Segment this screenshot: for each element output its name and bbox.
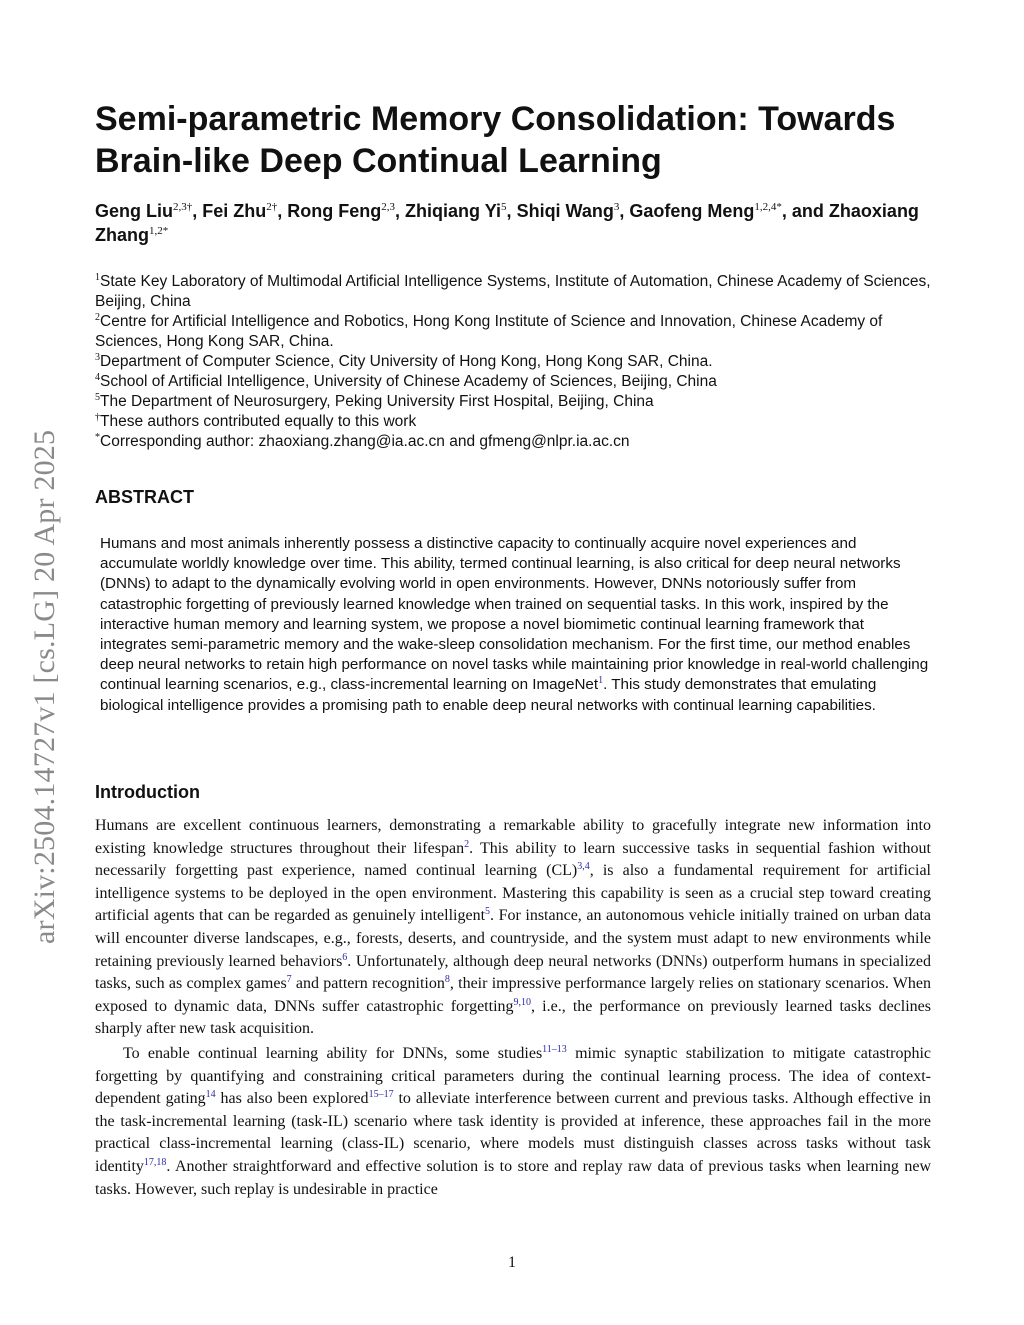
body-text: , i.e., the performance on previously learned tasks declines sharply after new task acquisition. xyxy=(95,997,931,1038)
body-text: . Unfortunately, although deep neural networks (DNNs) outperform humans in specialized tasks, such as complex games xyxy=(95,952,931,993)
body-text: and pattern recognition xyxy=(291,975,445,993)
author-separator: , and xyxy=(781,201,829,221)
author-name: Rong Feng xyxy=(287,201,382,221)
body-text: to alleviate interference between current and previous tasks. Although effective in the task-incremental learning (task-IL) scenario where task identity is provided at inference, these approaches fail in the more practical class-incremental learning (class-IL) scenario, where models must distinguish classes across tasks without task identity xyxy=(95,1090,932,1175)
affiliation-text: State Key Laboratory of Multimodal Artificial Intelligence Systems, Institute of Automation, Chinese Academy of Sciences, Beijing, China xyxy=(95,273,931,310)
affiliation-text: These authors contributed equally to this work xyxy=(100,413,417,430)
author-separator: , xyxy=(619,201,630,221)
citation-link[interactable]: 7 xyxy=(286,974,292,986)
author-name: Gaofeng Meng xyxy=(629,201,755,221)
citation-link[interactable]: 15–17 xyxy=(368,1089,394,1101)
body-text: To enable continual learning ability for DNNs, some studies xyxy=(123,1044,543,1062)
author-affiliation-marker: 1,2,4* xyxy=(754,201,782,213)
citation-link[interactable]: 14 xyxy=(205,1089,216,1101)
author-separator: , xyxy=(192,201,203,221)
author-affiliation-marker: 2,3† xyxy=(173,201,193,213)
author-separator: , xyxy=(395,201,406,221)
citation-link[interactable]: 9,10 xyxy=(513,996,532,1008)
page-number: 1 xyxy=(508,1254,516,1271)
body-text: has also been explored xyxy=(215,1090,369,1108)
title-line-1: Semi-parametric Memory Consolidation: Towards xyxy=(95,100,896,138)
body-text: . For instance, an autonomous vehicle initially trained on urban data will encounter diverse landscapes, e.g., forests, deserts, and countryside, and the system must adapt to new environments while retaining previously learned behaviors xyxy=(95,907,932,970)
affiliation-text: Department of Computer Science, City University of Hong Kong, Hong Kong SAR, China. xyxy=(100,353,713,370)
affiliation-marker: 2 xyxy=(95,312,100,323)
affiliation-marker: * xyxy=(95,432,100,443)
body-text: Humans are excellent continuous learners, demonstrating a remarkable ability to gracefully integrate new information into existing knowledge structures throughout their lifespan xyxy=(95,817,931,857)
author-separator: , xyxy=(506,201,517,221)
affiliation-item xyxy=(95,352,945,372)
abstract-body xyxy=(100,534,930,716)
author-affiliation-marker: 2,3 xyxy=(381,201,396,213)
affiliation-marker: 4 xyxy=(95,372,100,383)
author-affiliation-marker: 1,2* xyxy=(149,225,169,237)
affiliation-marker: 1 xyxy=(95,272,100,283)
paper-title xyxy=(95,98,935,182)
affiliation-item xyxy=(95,412,945,432)
citation-link[interactable]: 8 xyxy=(444,974,450,986)
abstract-text-a: Humans and most animals inherently possess a distinctive capacity to continually acquire novel experiences and accumulate worldly knowledge over time. This ability, termed continual learning, is also critical for deep neural networks (DNNs) to adapt to the dynamically evolving world in open environments. However, DNNs notoriously suffer from catastrophic forgetting of previously learned knowledge when trained on sequential tasks. In this work, inspired by the interactive human memory and learning system, we propose a novel biomimetic continual learning framework that integrates semi-parametric memory and the wake-sleep consolidation mechanism. For the first time, our method enables deep neural networks to retain high performance on novel tasks while maintaining prior knowledge in real-world challenging continual learning scenarios, e.g., class-incremental learning on ImageNet xyxy=(100,535,929,694)
affiliation-item xyxy=(95,372,945,392)
introduction-body xyxy=(95,815,931,1201)
author-list xyxy=(95,199,945,247)
affiliation-text: Centre for Artificial Intelligence and Robotics, Hong Kong Institute of Science and Innovation, Chinese Academy of Sciences, Hong Kong SAR, China. xyxy=(95,313,883,350)
citation-link[interactable]: 3,4 xyxy=(577,861,590,873)
citation-link[interactable]: 6 xyxy=(342,951,348,963)
citation-link[interactable]: 5 xyxy=(485,906,491,918)
author-name: Zhiqiang Yi xyxy=(405,201,502,221)
footnote-marker[interactable]: 1 xyxy=(598,675,604,687)
affiliation-item xyxy=(95,312,945,352)
author-affiliation-marker: 3 xyxy=(613,201,620,213)
citation-link[interactable]: 17,18 xyxy=(143,1156,167,1168)
abstract-text-b: . This study demonstrates that emulating biological intelligence provides a promising path to enable deep neural networks with continual learning capabilities. xyxy=(100,676,877,714)
introduction-paragraph-2 xyxy=(95,1043,931,1201)
introduction-heading: Introduction xyxy=(95,782,200,802)
author-separator: , xyxy=(277,201,288,221)
introduction-paragraph-1 xyxy=(95,815,931,1041)
affiliation-item xyxy=(95,392,945,412)
affiliation-item xyxy=(95,272,945,312)
affiliation-marker: 5 xyxy=(95,392,100,403)
affiliation-marker: 3 xyxy=(95,352,100,363)
affiliation-list xyxy=(95,272,945,452)
author-name: Shiqi Wang xyxy=(516,201,614,221)
citation-link[interactable]: 2 xyxy=(464,838,470,850)
affiliation-text: School of Artificial Intelligence, University of Chinese Academy of Sciences, Beijing, China xyxy=(100,373,717,390)
affiliation-text: The Department of Neurosurgery, Peking University First Hospital, Beijing, China xyxy=(100,393,654,410)
author-name: Fei Zhu xyxy=(202,201,267,221)
body-text: mimic synaptic stabilization to mitigate catastrophic forgetting by quantifying and constraining critical parameters during the continual learning process. The idea of context-dependent gating xyxy=(95,1044,932,1108)
body-text: . Another straightforward and effective solution is to store and replay raw data of previous tasks when learning new tasks. However, such replay is undesirable in practice xyxy=(95,1157,931,1198)
author-name: Geng Liu xyxy=(95,201,173,221)
body-text: , is also a fundamental requirement for artificial intelligence systems to be deployed in the open environment. Mastering this capability is seen as a crucial step toward creating artificial agents that can be regarded as genuinely intelligent xyxy=(95,862,932,925)
author-name: Zhaoxiang Zhang xyxy=(95,201,919,245)
affiliation-item xyxy=(95,432,945,452)
affiliation-marker: † xyxy=(95,412,100,423)
body-text: . This ability to learn successive tasks in sequential fashion without necessarily forgetting past experience, named continual learning (CL) xyxy=(95,839,932,880)
citation-link[interactable]: 11–13 xyxy=(542,1043,567,1055)
author-affiliation-marker: 2† xyxy=(266,201,278,213)
body-text: , their impressive performance largely relies on stationary scenarios. When exposed to dynamic data, DNNs suffer catastrophic forgetting xyxy=(95,975,932,1015)
affiliation-text: Corresponding author: zhaoxiang.zhang@ia.ac.cn and gfmeng@nlpr.ia.ac.cn xyxy=(100,433,630,450)
arxiv-identifier: arXiv:2504.14727v1 [cs.LG] 20 Apr 2025 xyxy=(28,429,61,944)
title-line-2: Brain-like Deep Continual Learning xyxy=(95,142,662,180)
abstract-heading: ABSTRACT xyxy=(95,487,194,507)
author-affiliation-marker: 5 xyxy=(501,201,507,213)
